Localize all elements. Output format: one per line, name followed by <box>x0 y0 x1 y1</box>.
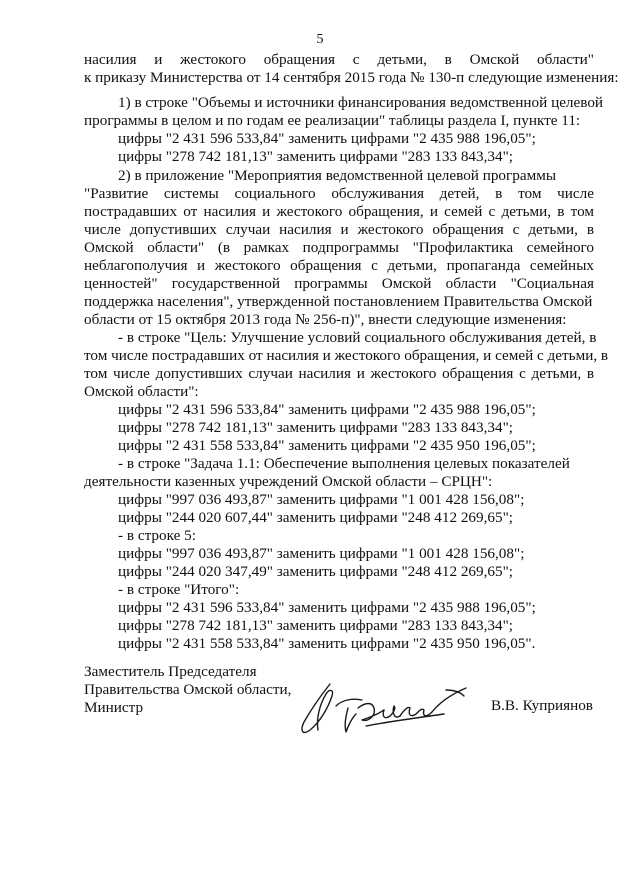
body-line: программы в целом и по годам ее реализации" таблицы раздела I, пункте 11: <box>84 112 581 129</box>
body-line: цифры "278 742 181,13" заменить цифрами "283 133 843,34"; <box>118 617 514 634</box>
body-line: цифры "2 431 596 533,84" заменить цифрами "2 435 988 196,05"; <box>118 401 536 418</box>
body-line: неблагополучия и жестокого обращения с детьми, пропаганда семейных <box>84 257 594 274</box>
position-line: Министр <box>84 699 144 716</box>
body-line: насилия и жестокого обращения с детьми, в Омской области" <box>84 51 594 68</box>
body-line: - в строке "Итого": <box>118 581 240 598</box>
body-line: том числе допустивших случаи насилия и жестокого обращения с детьми, в <box>84 365 594 382</box>
body-line: цифры "244 020 347,49" заменить цифрами "248 412 269,65"; <box>118 563 514 580</box>
position-line: Правительства Омской области, <box>84 681 292 698</box>
body-line: ценностей" государственной программы Омской области "Социальная <box>84 275 594 292</box>
body-line: цифры "997 036 493,87" заменить цифрами "1 001 428 156,08"; <box>118 491 525 508</box>
body-line: цифры "2 431 558 533,84" заменить цифрами "2 435 950 196,05". <box>118 635 536 652</box>
body-line: Омской области": <box>84 383 199 400</box>
body-line: цифры "2 431 596 533,84" заменить цифрами "2 435 988 196,05"; <box>118 599 536 616</box>
body-line: 2) в приложение "Мероприятия ведомственной целевой программы <box>118 167 557 184</box>
body-line: цифры "278 742 181,13" заменить цифрами "283 133 843,34"; <box>118 148 514 165</box>
body-line: цифры "244 020 607,44" заменить цифрами "248 412 269,65"; <box>118 509 514 526</box>
body-line: - в строке 5: <box>118 527 196 544</box>
page-number: 5 <box>316 32 324 47</box>
body-line: поддержка населения", утвержденной постановлением Правительства Омской <box>84 293 593 310</box>
body-line: деятельности казенных учреждений Омской области – СРЦН": <box>84 473 493 490</box>
body-line: "Развитие системы социального обслуживания детей, в том числе <box>84 185 594 202</box>
body-line: том числе пострадавших от насилия и жестокого обращения, и семей с детьми, в <box>84 347 609 364</box>
signatory-name: В.В. Куприянов <box>491 697 593 714</box>
body-line: цифры "278 742 181,13" заменить цифрами "283 133 843,34"; <box>118 419 514 436</box>
body-line: пострадавших от насилия и жестокого обращения, и семей с детьми, в том <box>84 203 594 220</box>
body-line: цифры "2 431 596 533,84" заменить цифрами "2 435 988 196,05"; <box>118 130 536 147</box>
body-line: области от 15 октября 2013 года № 256-п)", внести следующие изменения: <box>84 311 567 328</box>
body-line: - в строке "Цель: Улучшение условий социального обслуживания детей, в <box>118 329 597 346</box>
body-line: - в строке "Задача 1.1: Обеспечение выполнения целевых показателей <box>118 455 570 472</box>
body-line: Омской области" (в рамках подпрограммы "Профилактика семейного <box>84 239 594 256</box>
body-line: цифры "997 036 493,87" заменить цифрами "1 001 428 156,08"; <box>118 545 525 562</box>
handwritten-signature-icon <box>296 678 480 740</box>
body-line: цифры "2 431 558 533,84" заменить цифрами "2 435 950 196,05"; <box>118 437 536 454</box>
body-line: 1) в строке "Объемы и источники финансирования ведомственной целевой <box>118 94 604 111</box>
position-line: Заместитель Председателя <box>84 663 257 680</box>
body-line: к приказу Министерства от 14 сентября 2015 года № 130-п следующие изменения: <box>84 69 619 86</box>
body-line: числе допустивших случаи насилия и жестокого обращения с детьми, в <box>84 221 594 238</box>
